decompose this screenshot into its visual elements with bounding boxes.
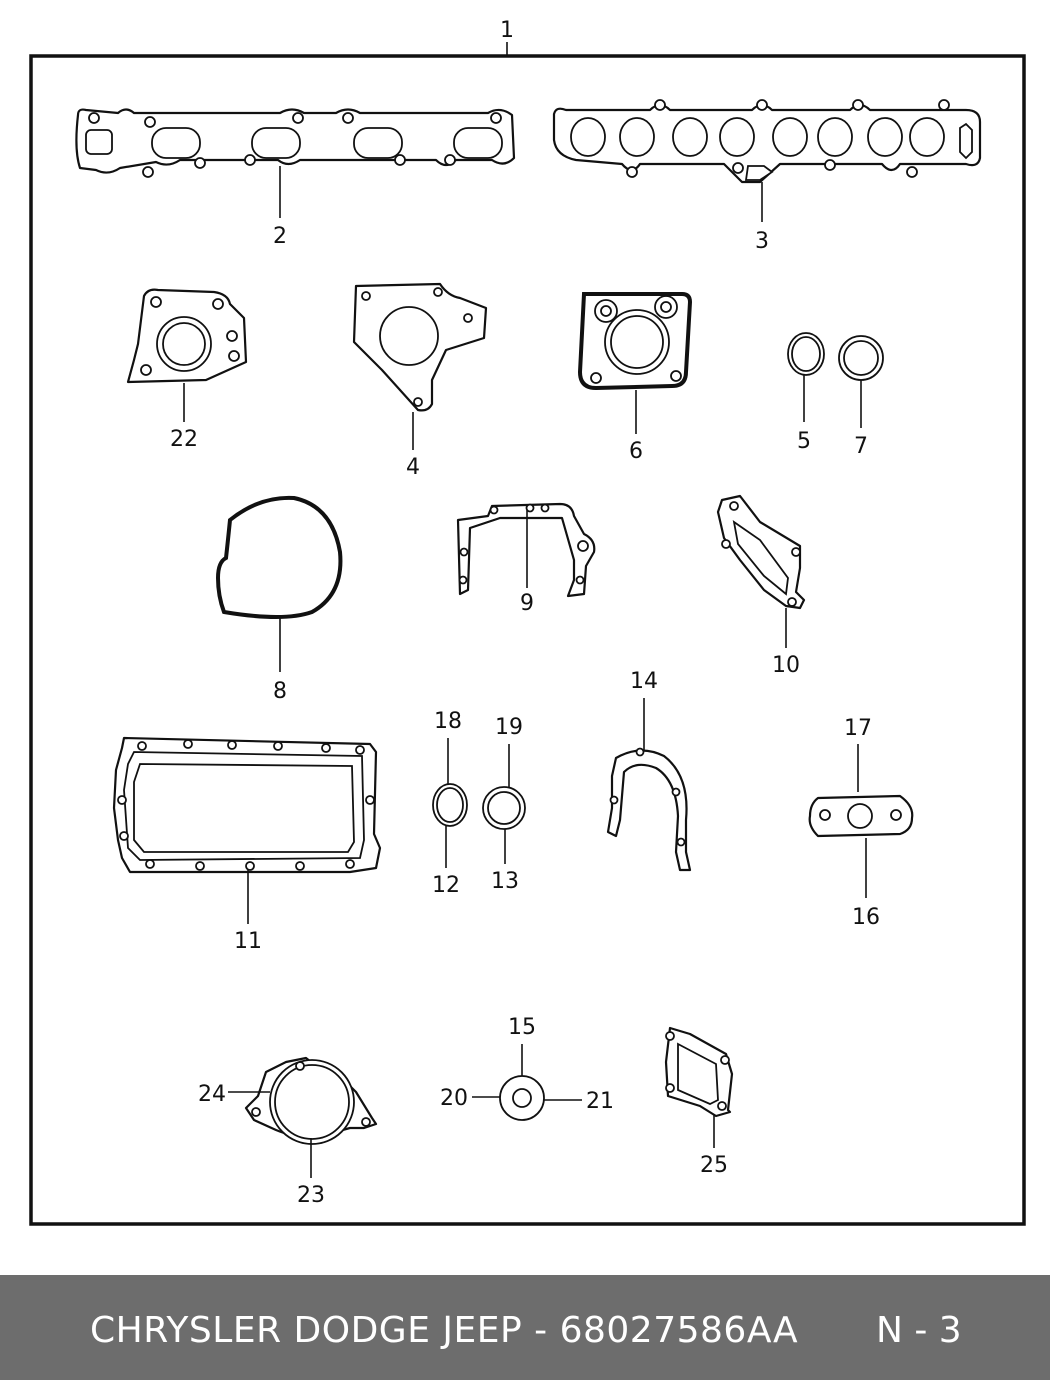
part-8-cover-seal <box>218 498 340 617</box>
part-16-17-flange-gasket <box>810 796 913 836</box>
callout-17: 17 <box>844 716 872 741</box>
callout-13: 13 <box>491 869 519 894</box>
part-22-gasket <box>128 290 246 382</box>
part-9-gasket <box>458 504 594 596</box>
callout-9: 9 <box>520 591 534 616</box>
part-number-title: CHRYSLER DODGE JEEP - 68027586AA <box>90 1310 799 1351</box>
part-6-gasket <box>580 294 690 388</box>
callout-21: 21 <box>586 1089 614 1114</box>
part-3-exhaust-manifold-gasket <box>554 100 980 182</box>
callout-23: 23 <box>297 1183 325 1208</box>
callout-12: 12 <box>432 873 460 898</box>
part-7-o-ring <box>839 336 883 380</box>
part-15-washer <box>500 1076 544 1120</box>
part-13-19-o-ring <box>483 787 525 829</box>
callout-16: 16 <box>852 905 880 930</box>
callout-20: 20 <box>440 1086 468 1111</box>
callout-15: 15 <box>508 1015 536 1040</box>
part-11-oil-pan-gasket <box>114 738 380 872</box>
part-12-18-o-ring <box>433 784 467 826</box>
callout-14: 14 <box>630 669 658 694</box>
callout-3: 3 <box>755 229 769 254</box>
callout-11: 11 <box>234 929 262 954</box>
callout-1: 1 <box>500 18 514 43</box>
kit-frame <box>31 56 1024 1224</box>
part-25-gasket <box>666 1028 732 1116</box>
callout-24: 24 <box>198 1082 226 1107</box>
footer-bar <box>0 1275 1050 1380</box>
callout-25: 25 <box>700 1153 728 1178</box>
callout-5: 5 <box>797 429 811 454</box>
part-4-gasket <box>354 284 486 410</box>
callout-4: 4 <box>406 455 420 480</box>
part-10-gasket <box>718 496 804 608</box>
callout-7: 7 <box>854 434 868 459</box>
callout-6: 6 <box>629 439 643 464</box>
part-14-timing-cover-gasket <box>608 749 690 871</box>
callout-2: 2 <box>273 224 287 249</box>
part-5-o-ring <box>788 333 824 375</box>
callout-19: 19 <box>495 715 523 740</box>
callout-10: 10 <box>772 653 800 678</box>
callout-8: 8 <box>273 679 287 704</box>
callout-22: 22 <box>170 427 198 452</box>
callout-18: 18 <box>434 709 462 734</box>
part-23-24-seal-retainer-gasket <box>246 1058 376 1144</box>
part-2-intake-manifold-gasket <box>76 110 514 178</box>
page-label: N - 3 <box>876 1310 962 1351</box>
